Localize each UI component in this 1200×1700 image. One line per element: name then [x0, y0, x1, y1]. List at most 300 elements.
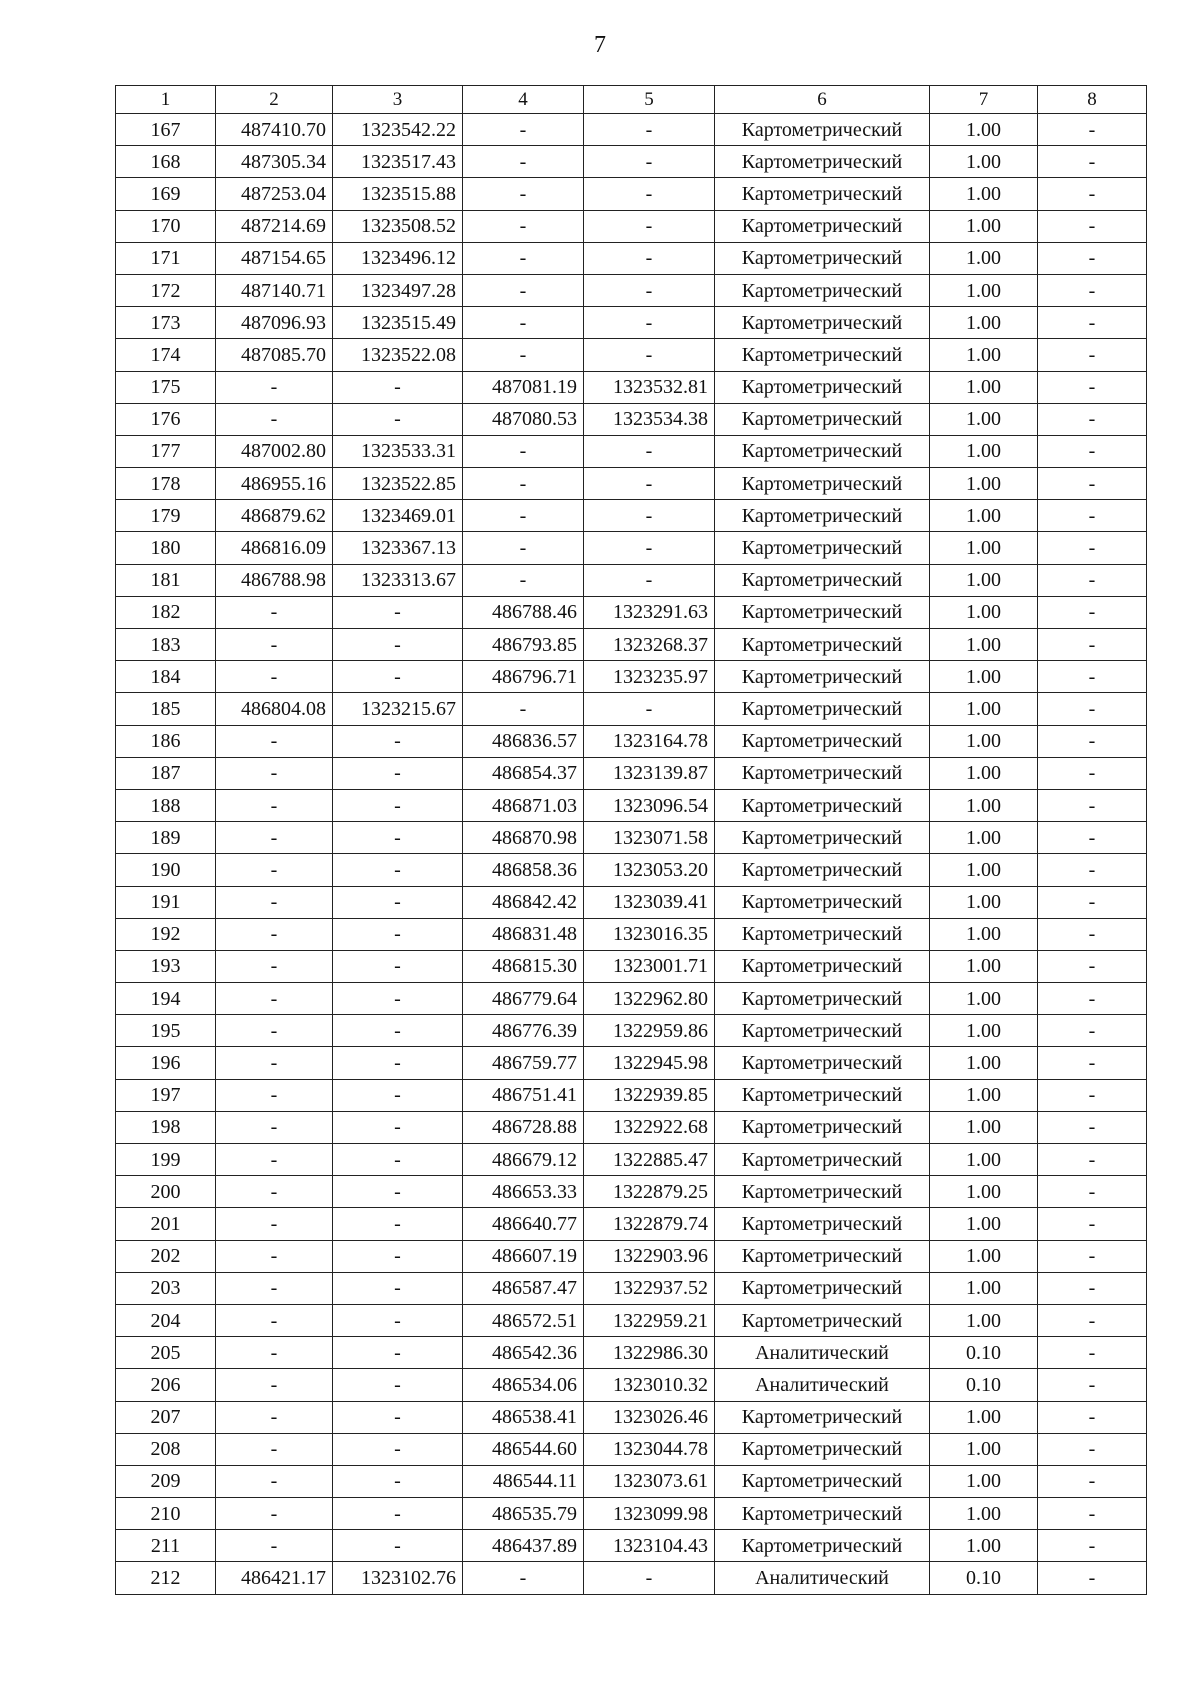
method-cell: Аналитический [715, 1562, 930, 1594]
accuracy-cell: 0.10 [930, 1337, 1038, 1369]
accuracy-cell: 1.00 [930, 983, 1038, 1015]
point-number-cell: 198 [116, 1111, 216, 1143]
method-cell: Картометрический [715, 178, 930, 210]
y-coordinate-cell: - [333, 1079, 463, 1111]
method-cell: Картометрический [715, 693, 930, 725]
accuracy-cell: 1.00 [930, 629, 1038, 661]
point-number-cell: 211 [116, 1530, 216, 1562]
accuracy-cell: 1.00 [930, 1272, 1038, 1304]
y-coordinate-alt-cell: - [584, 242, 715, 274]
description-cell: - [1038, 725, 1147, 757]
accuracy-cell: 1.00 [930, 371, 1038, 403]
point-number-cell: 186 [116, 725, 216, 757]
x-coordinate-cell: - [216, 596, 333, 628]
y-coordinate-cell: - [333, 1047, 463, 1079]
y-coordinate-cell: - [333, 1465, 463, 1497]
point-number-cell: 172 [116, 274, 216, 306]
table-row [116, 1015, 1147, 1047]
description-cell: - [1038, 371, 1147, 403]
y-coordinate-alt-cell: - [584, 274, 715, 306]
y-coordinate-alt-cell: 1322962.80 [584, 983, 715, 1015]
x-coordinate-cell: 487002.80 [216, 435, 333, 467]
table-row [116, 532, 1147, 564]
y-coordinate-alt-cell: 1322959.86 [584, 1015, 715, 1047]
description-cell: - [1038, 339, 1147, 371]
x-coordinate-cell: - [216, 629, 333, 661]
x-coordinate-alt-cell: 486858.36 [463, 854, 584, 886]
description-cell: - [1038, 693, 1147, 725]
description-cell: - [1038, 435, 1147, 467]
x-coordinate-cell: - [216, 661, 333, 693]
y-coordinate-alt-cell: - [584, 178, 715, 210]
table-row [116, 1047, 1147, 1079]
point-number-cell: 170 [116, 210, 216, 242]
table-row [116, 1144, 1147, 1176]
y-coordinate-cell: 1323215.67 [333, 693, 463, 725]
y-coordinate-cell: 1323515.88 [333, 178, 463, 210]
y-coordinate-alt-cell: 1323073.61 [584, 1465, 715, 1497]
column-header: 5 [584, 86, 715, 114]
x-coordinate-alt-cell: - [463, 114, 584, 146]
x-coordinate-alt-cell: - [463, 146, 584, 178]
x-coordinate-cell: - [216, 1015, 333, 1047]
y-coordinate-alt-cell: 1323010.32 [584, 1369, 715, 1401]
description-cell: - [1038, 307, 1147, 339]
y-coordinate-cell: - [333, 1240, 463, 1272]
x-coordinate-cell: - [216, 1337, 333, 1369]
description-cell: - [1038, 661, 1147, 693]
method-cell: Картометрический [715, 918, 930, 950]
method-cell: Картометрический [715, 274, 930, 306]
x-coordinate-alt-cell: 486653.33 [463, 1176, 584, 1208]
point-number-cell: 175 [116, 371, 216, 403]
accuracy-cell: 1.00 [930, 596, 1038, 628]
x-coordinate-cell: - [216, 983, 333, 1015]
description-cell: - [1038, 1465, 1147, 1497]
table-row [116, 468, 1147, 500]
x-coordinate-alt-cell: - [463, 532, 584, 564]
y-coordinate-alt-cell: - [584, 564, 715, 596]
accuracy-cell: 1.00 [930, 146, 1038, 178]
x-coordinate-alt-cell: 486831.48 [463, 918, 584, 950]
method-cell: Картометрический [715, 822, 930, 854]
x-coordinate-alt-cell: 486437.89 [463, 1530, 584, 1562]
x-coordinate-alt-cell: 486607.19 [463, 1240, 584, 1272]
table-row [116, 1337, 1147, 1369]
table-row [116, 210, 1147, 242]
point-number-cell: 189 [116, 822, 216, 854]
x-coordinate-alt-cell: 486836.57 [463, 725, 584, 757]
y-coordinate-cell: 1323102.76 [333, 1562, 463, 1594]
y-coordinate-alt-cell: - [584, 532, 715, 564]
x-coordinate-cell: 487096.93 [216, 307, 333, 339]
description-cell: - [1038, 1208, 1147, 1240]
method-cell: Картометрический [715, 435, 930, 467]
x-coordinate-cell: 486879.62 [216, 500, 333, 532]
point-number-cell: 206 [116, 1369, 216, 1401]
x-coordinate-cell: - [216, 1079, 333, 1111]
table-row [116, 1433, 1147, 1465]
x-coordinate-cell: - [216, 1304, 333, 1336]
method-cell: Картометрический [715, 1401, 930, 1433]
method-cell: Картометрический [715, 1015, 930, 1047]
y-coordinate-alt-cell: 1322959.21 [584, 1304, 715, 1336]
y-coordinate-cell: 1323313.67 [333, 564, 463, 596]
accuracy-cell: 1.00 [930, 1401, 1038, 1433]
description-cell: - [1038, 822, 1147, 854]
method-cell: Картометрический [715, 564, 930, 596]
method-cell: Картометрический [715, 950, 930, 982]
accuracy-cell: 1.00 [930, 1208, 1038, 1240]
method-cell: Картометрический [715, 1498, 930, 1530]
accuracy-cell: 1.00 [930, 114, 1038, 146]
y-coordinate-alt-cell: 1323235.97 [584, 661, 715, 693]
x-coordinate-alt-cell: 486854.37 [463, 757, 584, 789]
table-row [116, 1176, 1147, 1208]
accuracy-cell: 1.00 [930, 1530, 1038, 1562]
y-coordinate-alt-cell: - [584, 500, 715, 532]
description-cell: - [1038, 178, 1147, 210]
method-cell: Картометрический [715, 1304, 930, 1336]
accuracy-cell: 1.00 [930, 307, 1038, 339]
description-cell: - [1038, 854, 1147, 886]
accuracy-cell: 1.00 [930, 1304, 1038, 1336]
point-number-cell: 199 [116, 1144, 216, 1176]
table-row [116, 983, 1147, 1015]
accuracy-cell: 1.00 [930, 564, 1038, 596]
y-coordinate-alt-cell: 1322879.25 [584, 1176, 715, 1208]
y-coordinate-cell: - [333, 1144, 463, 1176]
method-cell: Картометрический [715, 1079, 930, 1111]
accuracy-cell: 1.00 [930, 210, 1038, 242]
x-coordinate-alt-cell: 486751.41 [463, 1079, 584, 1111]
point-number-cell: 179 [116, 500, 216, 532]
y-coordinate-cell: - [333, 757, 463, 789]
x-coordinate-alt-cell: - [463, 468, 584, 500]
table-row [116, 1369, 1147, 1401]
table-row [116, 1240, 1147, 1272]
description-cell: - [1038, 789, 1147, 821]
point-number-cell: 180 [116, 532, 216, 564]
column-header: 6 [715, 86, 930, 114]
y-coordinate-alt-cell: 1323001.71 [584, 950, 715, 982]
x-coordinate-cell: 487253.04 [216, 178, 333, 210]
x-coordinate-alt-cell: - [463, 500, 584, 532]
y-coordinate-alt-cell: 1322922.68 [584, 1111, 715, 1143]
accuracy-cell: 1.00 [930, 339, 1038, 371]
method-cell: Картометрический [715, 1047, 930, 1079]
table-row [116, 693, 1147, 725]
x-coordinate-cell: - [216, 789, 333, 821]
y-coordinate-cell: 1323497.28 [333, 274, 463, 306]
description-cell: - [1038, 114, 1147, 146]
table-row [116, 596, 1147, 628]
accuracy-cell: 1.00 [930, 725, 1038, 757]
method-cell: Картометрический [715, 146, 930, 178]
y-coordinate-alt-cell: - [584, 693, 715, 725]
x-coordinate-cell: 486788.98 [216, 564, 333, 596]
method-cell: Картометрический [715, 532, 930, 564]
y-coordinate-cell: - [333, 1015, 463, 1047]
accuracy-cell: 1.00 [930, 500, 1038, 532]
x-coordinate-alt-cell: 486871.03 [463, 789, 584, 821]
point-number-cell: 184 [116, 661, 216, 693]
method-cell: Картометрический [715, 789, 930, 821]
y-coordinate-alt-cell: 1323044.78 [584, 1433, 715, 1465]
point-number-cell: 210 [116, 1498, 216, 1530]
point-number-cell: 178 [116, 468, 216, 500]
point-number-cell: 205 [116, 1337, 216, 1369]
table-row [116, 950, 1147, 982]
method-cell: Картометрический [715, 242, 930, 274]
point-number-cell: 191 [116, 886, 216, 918]
method-cell: Картометрический [715, 403, 930, 435]
description-cell: - [1038, 146, 1147, 178]
x-coordinate-cell: - [216, 1530, 333, 1562]
point-number-cell: 182 [116, 596, 216, 628]
method-cell: Картометрический [715, 1240, 930, 1272]
x-coordinate-cell: - [216, 854, 333, 886]
x-coordinate-cell: - [216, 1498, 333, 1530]
y-coordinate-cell: - [333, 1433, 463, 1465]
method-cell: Картометрический [715, 1272, 930, 1304]
y-coordinate-cell: - [333, 854, 463, 886]
accuracy-cell: 1.00 [930, 950, 1038, 982]
x-coordinate-cell: 486955.16 [216, 468, 333, 500]
description-cell: - [1038, 1272, 1147, 1304]
table-row [116, 114, 1147, 146]
x-coordinate-alt-cell: 487081.19 [463, 371, 584, 403]
description-cell: - [1038, 1144, 1147, 1176]
y-coordinate-cell: - [333, 822, 463, 854]
point-number-cell: 168 [116, 146, 216, 178]
y-coordinate-alt-cell: 1322879.74 [584, 1208, 715, 1240]
point-number-cell: 187 [116, 757, 216, 789]
y-coordinate-alt-cell: 1322885.47 [584, 1144, 715, 1176]
accuracy-cell: 1.00 [930, 1176, 1038, 1208]
table-row [116, 1079, 1147, 1111]
description-cell: - [1038, 1498, 1147, 1530]
method-cell: Картометрический [715, 1111, 930, 1143]
description-cell: - [1038, 500, 1147, 532]
y-coordinate-alt-cell: - [584, 146, 715, 178]
method-cell: Картометрический [715, 210, 930, 242]
accuracy-cell: 1.00 [930, 403, 1038, 435]
description-cell: - [1038, 757, 1147, 789]
method-cell: Картометрический [715, 629, 930, 661]
table-row [116, 500, 1147, 532]
x-coordinate-alt-cell: 486815.30 [463, 950, 584, 982]
point-number-cell: 185 [116, 693, 216, 725]
table-row [116, 757, 1147, 789]
table-row [116, 661, 1147, 693]
method-cell: Картометрический [715, 339, 930, 371]
y-coordinate-alt-cell: 1323534.38 [584, 403, 715, 435]
table-row [116, 274, 1147, 306]
y-coordinate-alt-cell: 1323532.81 [584, 371, 715, 403]
point-number-cell: 203 [116, 1272, 216, 1304]
method-cell: Картометрический [715, 1144, 930, 1176]
y-coordinate-cell: 1323469.01 [333, 500, 463, 532]
x-coordinate-cell: 487154.65 [216, 242, 333, 274]
point-number-cell: 177 [116, 435, 216, 467]
table-row [116, 1401, 1147, 1433]
point-number-cell: 201 [116, 1208, 216, 1240]
accuracy-cell: 1.00 [930, 242, 1038, 274]
table-row [116, 146, 1147, 178]
description-cell: - [1038, 886, 1147, 918]
x-coordinate-cell: - [216, 1047, 333, 1079]
x-coordinate-alt-cell: - [463, 178, 584, 210]
description-cell: - [1038, 564, 1147, 596]
x-coordinate-alt-cell: 486640.77 [463, 1208, 584, 1240]
method-cell: Картометрический [715, 1465, 930, 1497]
accuracy-cell: 1.00 [930, 693, 1038, 725]
y-coordinate-alt-cell: 1323053.20 [584, 854, 715, 886]
point-number-cell: 190 [116, 854, 216, 886]
x-coordinate-alt-cell: - [463, 274, 584, 306]
accuracy-cell: 1.00 [930, 757, 1038, 789]
point-number-cell: 200 [116, 1176, 216, 1208]
x-coordinate-cell: - [216, 1465, 333, 1497]
x-coordinate-alt-cell: 486572.51 [463, 1304, 584, 1336]
y-coordinate-alt-cell: 1323096.54 [584, 789, 715, 821]
y-coordinate-cell: - [333, 789, 463, 821]
x-coordinate-cell: - [216, 950, 333, 982]
description-cell: - [1038, 1562, 1147, 1594]
x-coordinate-alt-cell: 486587.47 [463, 1272, 584, 1304]
y-coordinate-alt-cell: 1322986.30 [584, 1337, 715, 1369]
description-cell: - [1038, 210, 1147, 242]
y-coordinate-alt-cell: 1323291.63 [584, 596, 715, 628]
accuracy-cell: 1.00 [930, 661, 1038, 693]
point-number-cell: 197 [116, 1079, 216, 1111]
accuracy-cell: 1.00 [930, 886, 1038, 918]
y-coordinate-cell: 1323515.49 [333, 307, 463, 339]
x-coordinate-cell: - [216, 918, 333, 950]
description-cell: - [1038, 1111, 1147, 1143]
description-cell: - [1038, 1369, 1147, 1401]
y-coordinate-alt-cell: - [584, 1562, 715, 1594]
x-coordinate-alt-cell: - [463, 693, 584, 725]
description-cell: - [1038, 1304, 1147, 1336]
table-row [116, 1304, 1147, 1336]
x-coordinate-cell: 486421.17 [216, 1562, 333, 1594]
y-coordinate-alt-cell: 1323026.46 [584, 1401, 715, 1433]
description-cell: - [1038, 596, 1147, 628]
x-coordinate-cell: 487214.69 [216, 210, 333, 242]
method-cell: Картометрический [715, 854, 930, 886]
point-number-cell: 173 [116, 307, 216, 339]
x-coordinate-cell: - [216, 1111, 333, 1143]
table-header-row [116, 86, 1147, 114]
x-coordinate-cell: 487140.71 [216, 274, 333, 306]
point-number-cell: 212 [116, 1562, 216, 1594]
column-header: 3 [333, 86, 463, 114]
description-cell: - [1038, 629, 1147, 661]
y-coordinate-cell: - [333, 725, 463, 757]
x-coordinate-alt-cell: 486679.12 [463, 1144, 584, 1176]
accuracy-cell: 1.00 [930, 854, 1038, 886]
x-coordinate-alt-cell: 486728.88 [463, 1111, 584, 1143]
table-row [116, 242, 1147, 274]
x-coordinate-alt-cell: - [463, 435, 584, 467]
y-coordinate-cell: 1323517.43 [333, 146, 463, 178]
description-cell: - [1038, 532, 1147, 564]
table-row [116, 403, 1147, 435]
point-number-cell: 195 [116, 1015, 216, 1047]
y-coordinate-alt-cell: - [584, 210, 715, 242]
y-coordinate-cell: 1323542.22 [333, 114, 463, 146]
x-coordinate-alt-cell: 486793.85 [463, 629, 584, 661]
y-coordinate-alt-cell: - [584, 307, 715, 339]
table-row [116, 371, 1147, 403]
x-coordinate-alt-cell: 486779.64 [463, 983, 584, 1015]
table-row [116, 1208, 1147, 1240]
point-number-cell: 207 [116, 1401, 216, 1433]
method-cell: Картометрический [715, 371, 930, 403]
x-coordinate-cell: - [216, 1401, 333, 1433]
coordinates-table [115, 85, 1147, 1595]
y-coordinate-cell: - [333, 1208, 463, 1240]
description-cell: - [1038, 1079, 1147, 1111]
y-coordinate-alt-cell: 1323016.35 [584, 918, 715, 950]
accuracy-cell: 1.00 [930, 1079, 1038, 1111]
method-cell: Картометрический [715, 757, 930, 789]
y-coordinate-cell: 1323367.13 [333, 532, 463, 564]
description-cell: - [1038, 1337, 1147, 1369]
table-row [116, 725, 1147, 757]
x-coordinate-cell: - [216, 1176, 333, 1208]
y-coordinate-cell: - [333, 1337, 463, 1369]
y-coordinate-cell: - [333, 629, 463, 661]
y-coordinate-cell: - [333, 1369, 463, 1401]
x-coordinate-cell: - [216, 886, 333, 918]
accuracy-cell: 1.00 [930, 1498, 1038, 1530]
y-coordinate-cell: - [333, 886, 463, 918]
accuracy-cell: 1.00 [930, 822, 1038, 854]
x-coordinate-cell: - [216, 1208, 333, 1240]
y-coordinate-alt-cell: 1323039.41 [584, 886, 715, 918]
accuracy-cell: 1.00 [930, 435, 1038, 467]
y-coordinate-alt-cell: - [584, 339, 715, 371]
table-row [116, 178, 1147, 210]
y-coordinate-alt-cell: 1323099.98 [584, 1498, 715, 1530]
method-cell: Картометрический [715, 1176, 930, 1208]
x-coordinate-cell: - [216, 1240, 333, 1272]
table-row [116, 886, 1147, 918]
x-coordinate-alt-cell: 486842.42 [463, 886, 584, 918]
description-cell: - [1038, 1433, 1147, 1465]
accuracy-cell: 1.00 [930, 918, 1038, 950]
accuracy-cell: 1.00 [930, 1047, 1038, 1079]
accuracy-cell: 0.10 [930, 1562, 1038, 1594]
y-coordinate-alt-cell: 1322939.85 [584, 1079, 715, 1111]
method-cell: Картометрический [715, 307, 930, 339]
description-cell: - [1038, 242, 1147, 274]
point-number-cell: 171 [116, 242, 216, 274]
y-coordinate-alt-cell: 1323071.58 [584, 822, 715, 854]
x-coordinate-alt-cell: 486870.98 [463, 822, 584, 854]
y-coordinate-alt-cell: 1323164.78 [584, 725, 715, 757]
method-cell: Картометрический [715, 596, 930, 628]
table-row [116, 1111, 1147, 1143]
x-coordinate-alt-cell: 487080.53 [463, 403, 584, 435]
y-coordinate-alt-cell: 1322903.96 [584, 1240, 715, 1272]
x-coordinate-alt-cell: - [463, 210, 584, 242]
method-cell: Картометрический [715, 468, 930, 500]
method-cell: Картометрический [715, 661, 930, 693]
